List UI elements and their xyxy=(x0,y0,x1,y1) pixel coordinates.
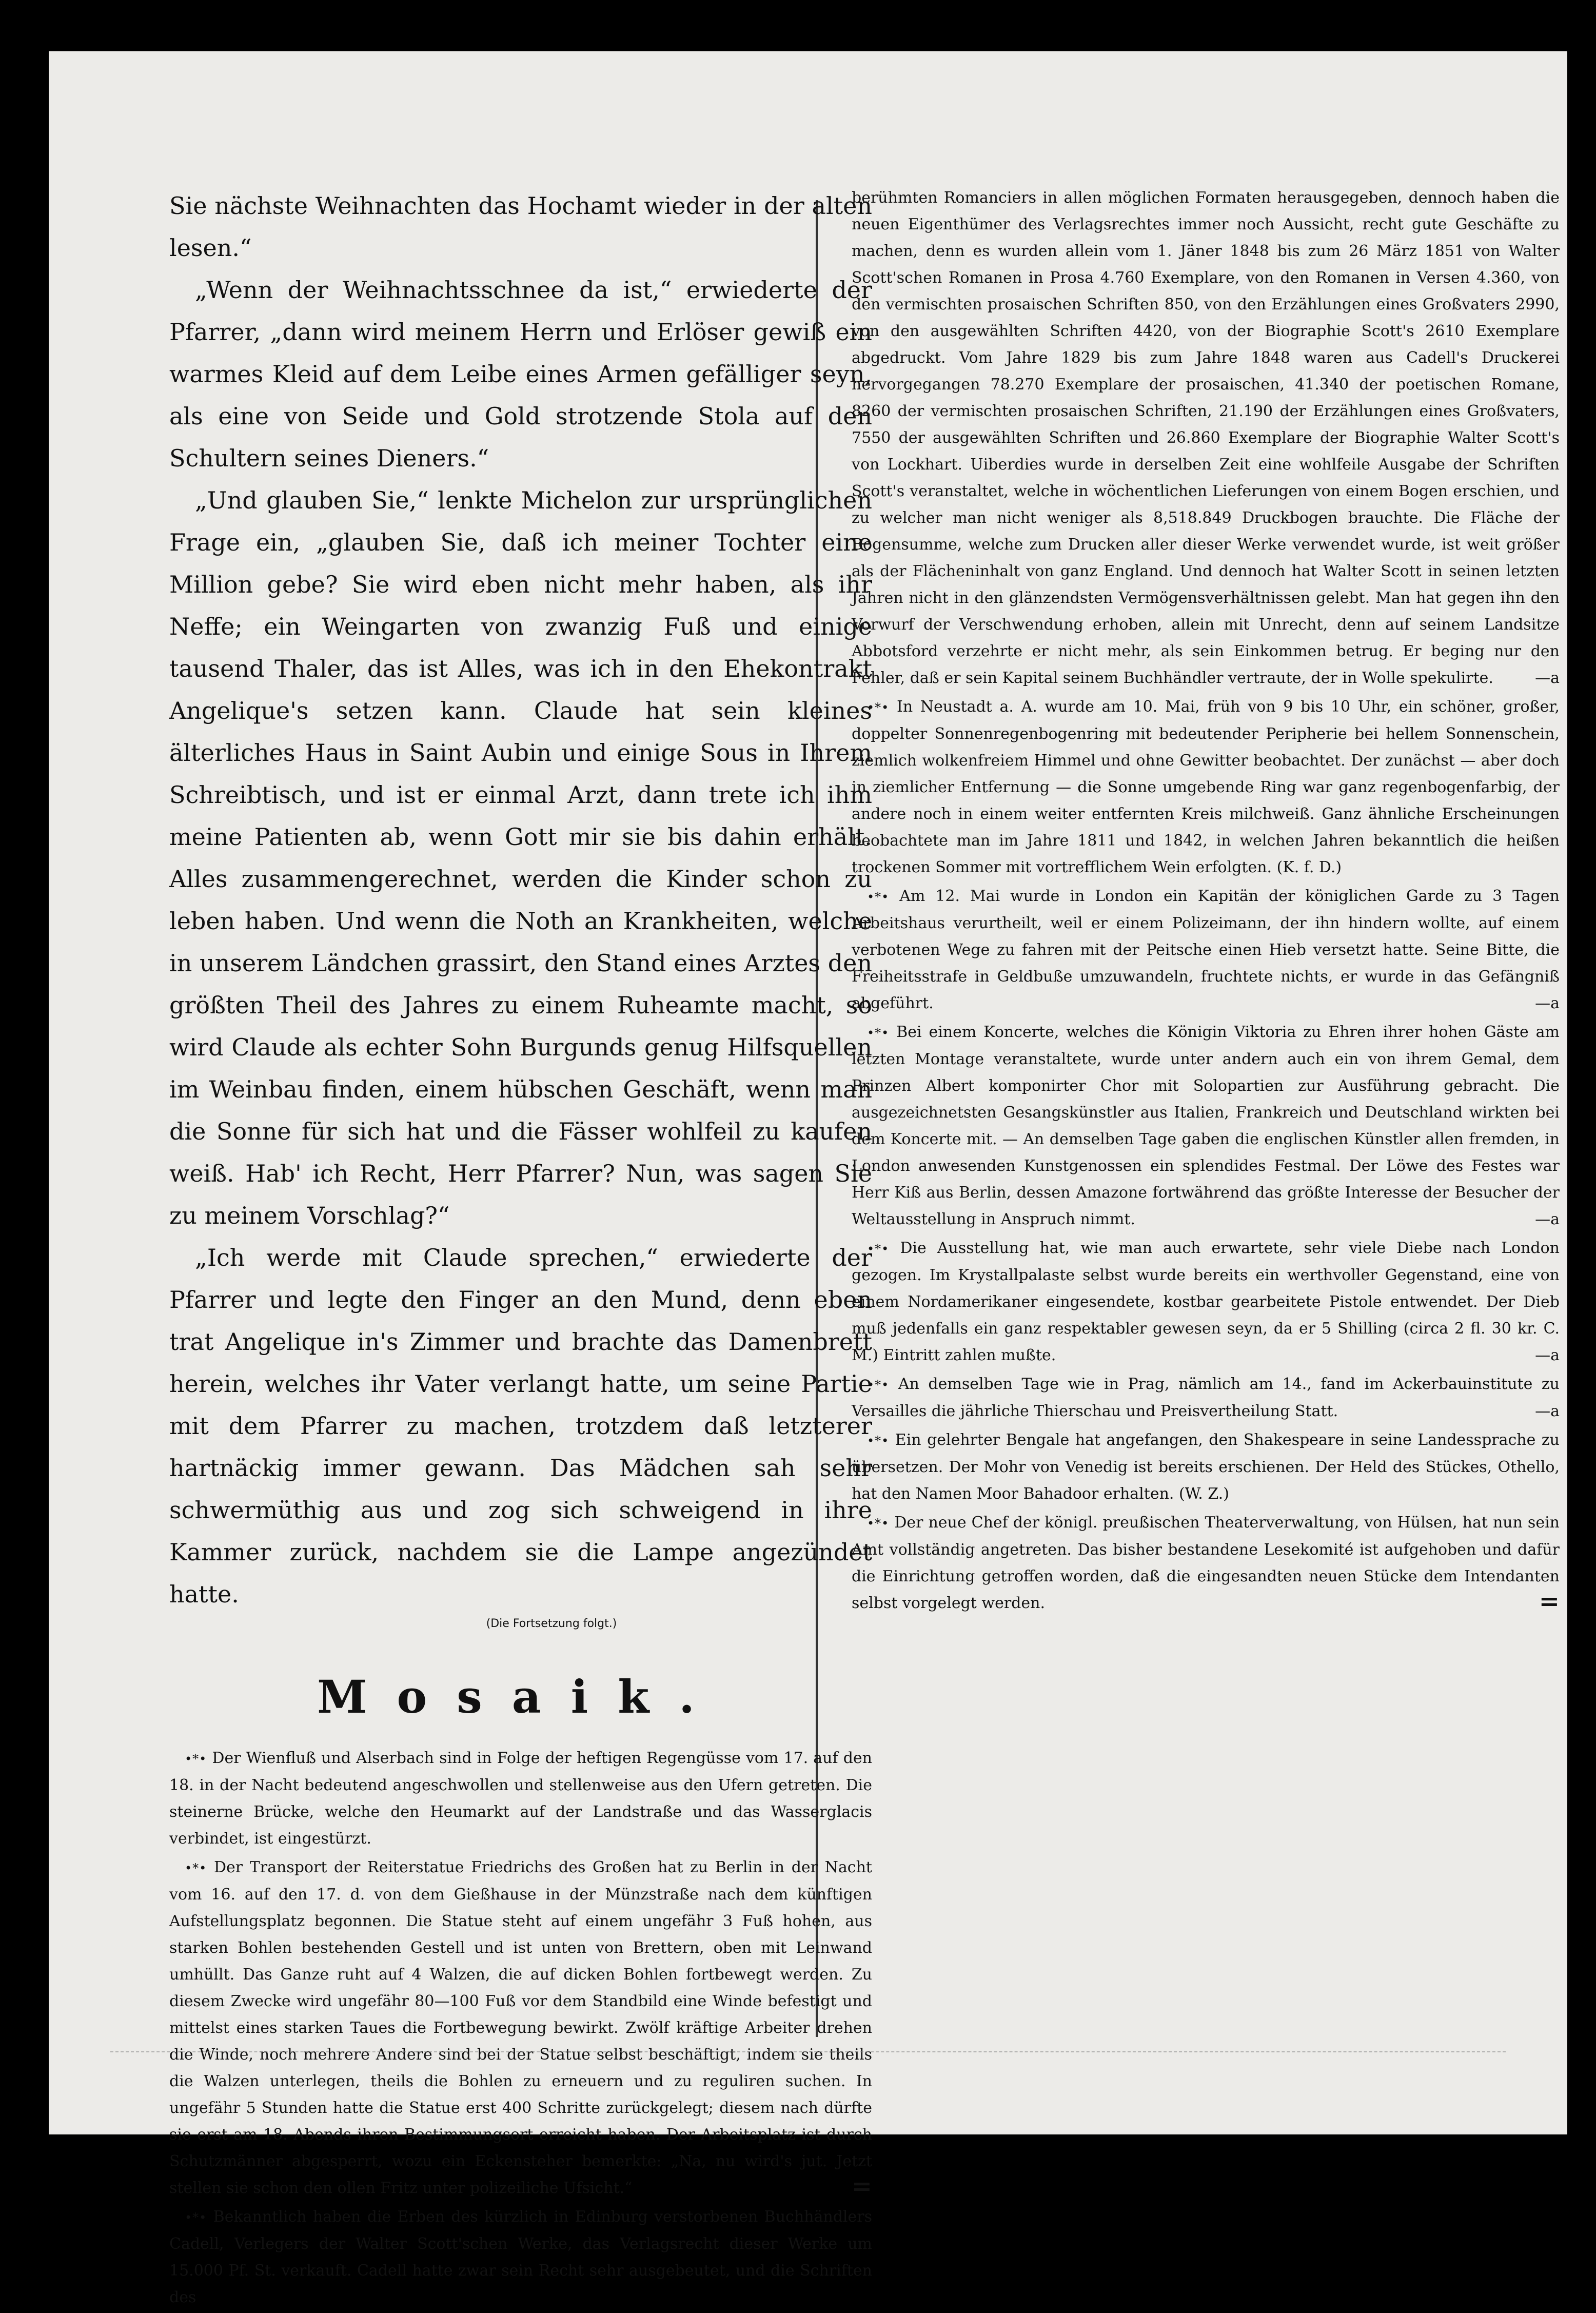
star-mark: •*• xyxy=(185,1752,207,1766)
mosaic-item-text: Der Wienfluß und Alserbach sind in Folge der heftigen Regengüsse vom 17. auf den 18. in der Nacht bedeutend angeschwollen und stellenweise aus den Ufern getreten. Die steinerne Brücke, welche den Heumarkt auf der Landstraße und das Wasserglacis verbindet, ist eingestürzt. xyxy=(169,1749,872,1848)
item-signature: —a xyxy=(1535,994,1560,1012)
item-signature: —a xyxy=(1535,1402,1560,1420)
story-paragraph: „Wenn der Weihnachtsschnee da ist,“ erwiederte der Pfarrer, „dann wird meinem Herrn und Erlöser gewiß ein warmes Kleid auf dem Leibe eines Armen gefälliger seyn, als eine von Seide und Gold strotzende Stola auf den Schultern seines Dieners.“ xyxy=(169,276,872,472)
mosaic-item-text: Die Ausstellung hat, wie man auch erwartete, sehr viele Diebe nach London gezogen. Im Krystallpalaste selbst wurde bereits ein werthvoller Gegenstand, eine von einem Nordamerikaner eingesendete, kostbar gearbeitete Pistole entwendet. Der Dieb muß jedenfalls ein ganz respektabler gewesen seyn, da er 5 Shilling (circa 2 fl. 30 kr. C. M.) Eintritt zahlen mußte. xyxy=(852,1239,1560,1364)
mosaic-item xyxy=(852,185,1560,692)
star-mark: •*• xyxy=(867,1378,890,1392)
story-text xyxy=(169,185,872,1615)
mosaic-item-text: berühmten Romanciers in allen möglichen Formaten herausgegeben, dennoch haben die neuen Eigenthümer des Verlagsrechtes immer noch Aussicht, recht gute Geschäfte zu machen, denn es wurden allein vom 1. Jäner 1848 bis zum 26 März 1851 von Walter Scott'schen Romanen in Prosa 4.760 Exemplare, von den Romanen in Versen 4.360, von den vermischten prosaischen Schriften 850, von den Erzählungen eines Großvaters 2990, von den ausgewählten Schriften 4420, von der Biographie Scott's 2610 Exemplare abgedruckt. Vom Jahre 1829 bis zum Jahre 1848 waren aus Cadell's Druckerei hervorgegangen 78.270 Exemplare der prosaischen, 41.340 der poetischen Romane, 8260 der vermischten prosaischen Schriften, 21.190 der Erzählungen eines Großvaters, 7550 der ausgewählten Schriften und 26.860 Exemplare der Biographie Walter Scott's von Lockhart. Uiberdies wurde in derselben Zeit eine wohlfeile Ausgabe der Schriften Scott's veranstaltet, welche in wöchentlichen Lieferungen von einem Bogen erschien, und zu welcher man nicht weniger als 8,518.849 Druckbogen brauchte. Die Fläche der Bogensumme, welche zum Drucken aller dieser Werke verwendet wurde, ist weit größer als der Flächeninhalt von ganz England. Und dennoch hat Walter Scott in seinen letzten Jahren nicht in den glänzendsten Vermögensverhältnissen gelebt. Man hat gegen ihn den Vorwurf der Verschwendung erhoben, allein mit Unrecht, denn auf seinem Landsitze Abbotsford verzehrte er nicht mehr, als sein Einkommen betrug. Er beging nur den Fehler, daß er sein Kapital seinem Buchhändler vertraute, der in Wolle spekulirte. xyxy=(852,189,1560,687)
mosaic-item-text: Der neue Chef der königl. preußischen Theaterverwaltung, von Hülsen, hat nun sein Amt vollständig angetreten. Das bisher bestandene Lesekomité ist aufgehoben und dafür die Einrichtung getroffen worden, daß die eingesandten neuen Stücke dem Intendanten selbst vorgelegt werden. xyxy=(852,1514,1560,1612)
star-mark: •*• xyxy=(867,700,890,715)
mosaic-item-text: Bekanntlich haben die Erben des kürzlich in Edinburg verstorbenen Buchhändlers Cadell, Verlegers der Walter Scott'schen Werke, das Verlagsrecht dieser Werke um 15.000 Pf. St. verkauft. Cadell hatte zwar sein Recht sehr ausgebeutet, und die Schriften des xyxy=(169,2208,872,2306)
right-column xyxy=(852,185,1560,1619)
mosaic-item xyxy=(169,2204,872,2311)
item-signature: = xyxy=(1539,1587,1560,1616)
mosaic-item xyxy=(852,694,1560,881)
mosaic-item xyxy=(852,883,1560,1017)
story-paragraph: Sie nächste Weihnachten das Hochamt wieder in der alten lesen.“ xyxy=(169,192,872,262)
left-column xyxy=(169,185,872,2313)
star-mark: •*• xyxy=(867,1434,890,1448)
star-mark: •*• xyxy=(185,1861,207,1875)
mosaic-item-text: An demselben Tage wie in Prag, nämlich am 14., fand im Ackerbauinstitute zu Versailles die jährliche Thierschau und Preisvertheilung Statt. xyxy=(852,1375,1560,1420)
mosaic-item-text: Am 12. Mai wurde in London ein Kapitän der königlichen Garde zu 3 Tagen Arbeitshaus verurtheilt, weil er einem Polizeimann, der ihn hindern wollte, auf einem verbotenen Wege zu fahren mit der Peitsche einen Hieb versetzt hatte. Seine Bitte, die Freiheitsstrafe in Geldbuße umzuwandeln, fruchtete nichts, er wurde in das Gefängniß abgeführt. xyxy=(852,887,1560,1012)
star-mark: •*• xyxy=(867,1516,890,1531)
separator-mark: = xyxy=(851,2172,872,2201)
mosaic-item xyxy=(852,1371,1560,1425)
mosaic-item xyxy=(852,1427,1560,1507)
item-signature: —a xyxy=(1535,1210,1560,1228)
mosaic-item xyxy=(169,1745,872,1852)
continuation-note xyxy=(169,1617,872,1630)
star-mark: •*• xyxy=(867,890,890,904)
mosaic-item-text: Der Transport der Reiterstatue Friedrichs des Großen hat zu Berlin in der Nacht vom 16. auf den 17. d. von dem Gießhause in der Münzstraße nach dem künftigen Aufstellungsplatz begonnen. Die Statue steht auf einem ungefähr 3 Fuß hohen, aus starken Bohlen bestehenden Gestell und ist unten von Brettern, oben mit Leinwand umhüllt. Das Ganze ruht auf 4 Walzen, die auf dicken Bohlen fortbewegt werden. Zu diesem Zwecke wird ungefähr 80—100 Fuß vor dem Standbild eine Winde befestigt und mittelst eines starken Taues die Fortbewegung bewirkt. Zwölf kräftige Arbeiter drehen die Winde, noch mehrere Andere sind bei der Statue selbst beschäftigt, indem sie theils die Walzen unterlegen, theils die Bohlen zu erneuern und zu reguliren suchen. In ungefähr 5 Stunden hatte die Statue erst 400 Schritte zurückgelegt; diesem nach dürfte sie erst am 18. Abends ihren Bestimmungsort erreicht haben. Der Arbeitsplatz ist durch Schutzmänner abgesperrt, wozu ein Eckensteher bemerkte: „Na, nu wird's jut. Jetzt stellen sie schon den ollen Fritz unter polizeiliche Ufsicht.“ xyxy=(169,1858,872,2197)
mosaic-item xyxy=(169,1854,872,2202)
star-mark: •*• xyxy=(867,1026,890,1040)
section-heading: Mosaik. xyxy=(317,1670,724,1723)
mosaic-item xyxy=(852,1235,1560,1369)
star-mark: •*• xyxy=(185,2210,207,2225)
story-paragraph: „Ich werde mit Claude sprechen,“ erwiederte der Pfarrer und legte den Finger an den Mund, denn eben trat Angelique in's Zimmer und brachte das Damenbrett herein, welches ihr Vater verlangt hatte, um seine Partie mit dem Pfarrer zu machen, trotzdem daß letzterer hartnäckig immer gewann. Das Mädchen sah sehr schwermüthig aus und zog sich schweigend in ihre Kammer zurück, nachdem sie die Lampe angezündet hatte. xyxy=(169,1244,872,1608)
mosaic-items-left xyxy=(169,1745,872,2311)
item-signature: —a xyxy=(1535,669,1560,687)
mosaic-item xyxy=(852,1019,1560,1233)
newspaper-page xyxy=(49,51,1567,2306)
mosaic-item-text: Ein gelehrter Bengale hat angefangen, den Shakespeare in seine Landessprache zu übersetzen. Der Mohr von Venedig ist bereits erschienen. Der Held des Stückes, Othello, hat den Namen Moor Bahadoor erhalten. (W. Z.) xyxy=(852,1431,1560,1503)
bottom-rule xyxy=(110,2051,1506,2053)
mosaic-item-text: Bei einem Koncerte, welches die Königin Viktoria zu Ehren ihrer hohen Gäste am letzten Montage veranstaltete, wurde unter andern auch ein von ihrem Gemal, dem Prinzen Albert komponirter Chor mit Solopartien zur Ausführung gebracht. Die ausgezeichnetsten Gesangskünstler aus Italien, Frankreich und Deutschland wirkten bei dem Koncerte mit. — An demselben Tage gaben die englischen Künstler allen fremden, in London anwesenden Kunstgenossen ein splendides Festmal. Der Löwe des Festes war Herr Kiß aus Berlin, dessen Amazone fortwährend das größte Interesse der Besucher der Weltausstellung in Anspruch nimmt. xyxy=(852,1023,1560,1228)
story-paragraph: „Und glauben Sie,“ lenkte Michelon zur ursprünglichen Frage ein, „glauben Sie, daß ich meiner Tochter eine Million gebe? Sie wird eben nicht mehr haben, als ihr Neffe; ein Weingarten von zwanzig Fuß und einige tausend Thaler, das ist Alles, was ich in den Ehekontrakt Angelique's setzen kann. Claude hat sein kleines älterliches Haus in Saint Aubin und einige Sous in Ihrem Schreibtisch, und ist er einmal Arzt, dann trete ich ihm meine Patienten ab, wenn Gott mir sie bis dahin erhält. Alles zusammengerechnet, werden die Kinder schon zu leben haben. Und wenn die Noth an Krankheiten, welche in unserem Ländchen grassirt, den Stand eines Arztes den größten Theil des Jahres zu einem Ruheamte macht, so wird Claude als echter Sohn Burgunds genug Hilfsquellen im Weinbau finden, einem hübschen Geschäft, wenn man die Sonne für sich hat und die Fässer wohlfeil zu kaufen weiß. Hab' ich Recht, Herr Pfarrer? Nun, was sagen Sie zu meinem Vorschlag?“ xyxy=(169,486,872,1229)
mosaic-items-right xyxy=(852,185,1560,1617)
mosaic-item-text: In Neustadt a. A. wurde am 10. Mai, früh von 9 bis 10 Uhr, ein schöner, großer, doppelter Sonnenregenbogenring mit bedeutender Peripherie bei hellem Sonnenschein, ziemlich wolkenfreiem Himmel und ohne Gewitter beobachtet. Der zunächst — aber doch in ziemlicher Entfernung — die Sonne umgebende Ring war ganz regenbogenfarbig, der andere noch in einem weiter entfernten Kreis milchweiß. Ganz ähnliche Erscheinungen beobachtete man im Jahre 1811 und 1842, in welchen Jahren bekanntlich die heißen trockenen Sommer mit vortrefflichem Wein erfolgten. (K. f. D.) xyxy=(852,698,1560,876)
continuation-text: (Die Fortsetzung folgt.) xyxy=(486,1617,617,1630)
mosaic-item xyxy=(852,1510,1560,1617)
item-signature: —a xyxy=(1535,1346,1560,1364)
star-mark: •*• xyxy=(867,1242,890,1256)
